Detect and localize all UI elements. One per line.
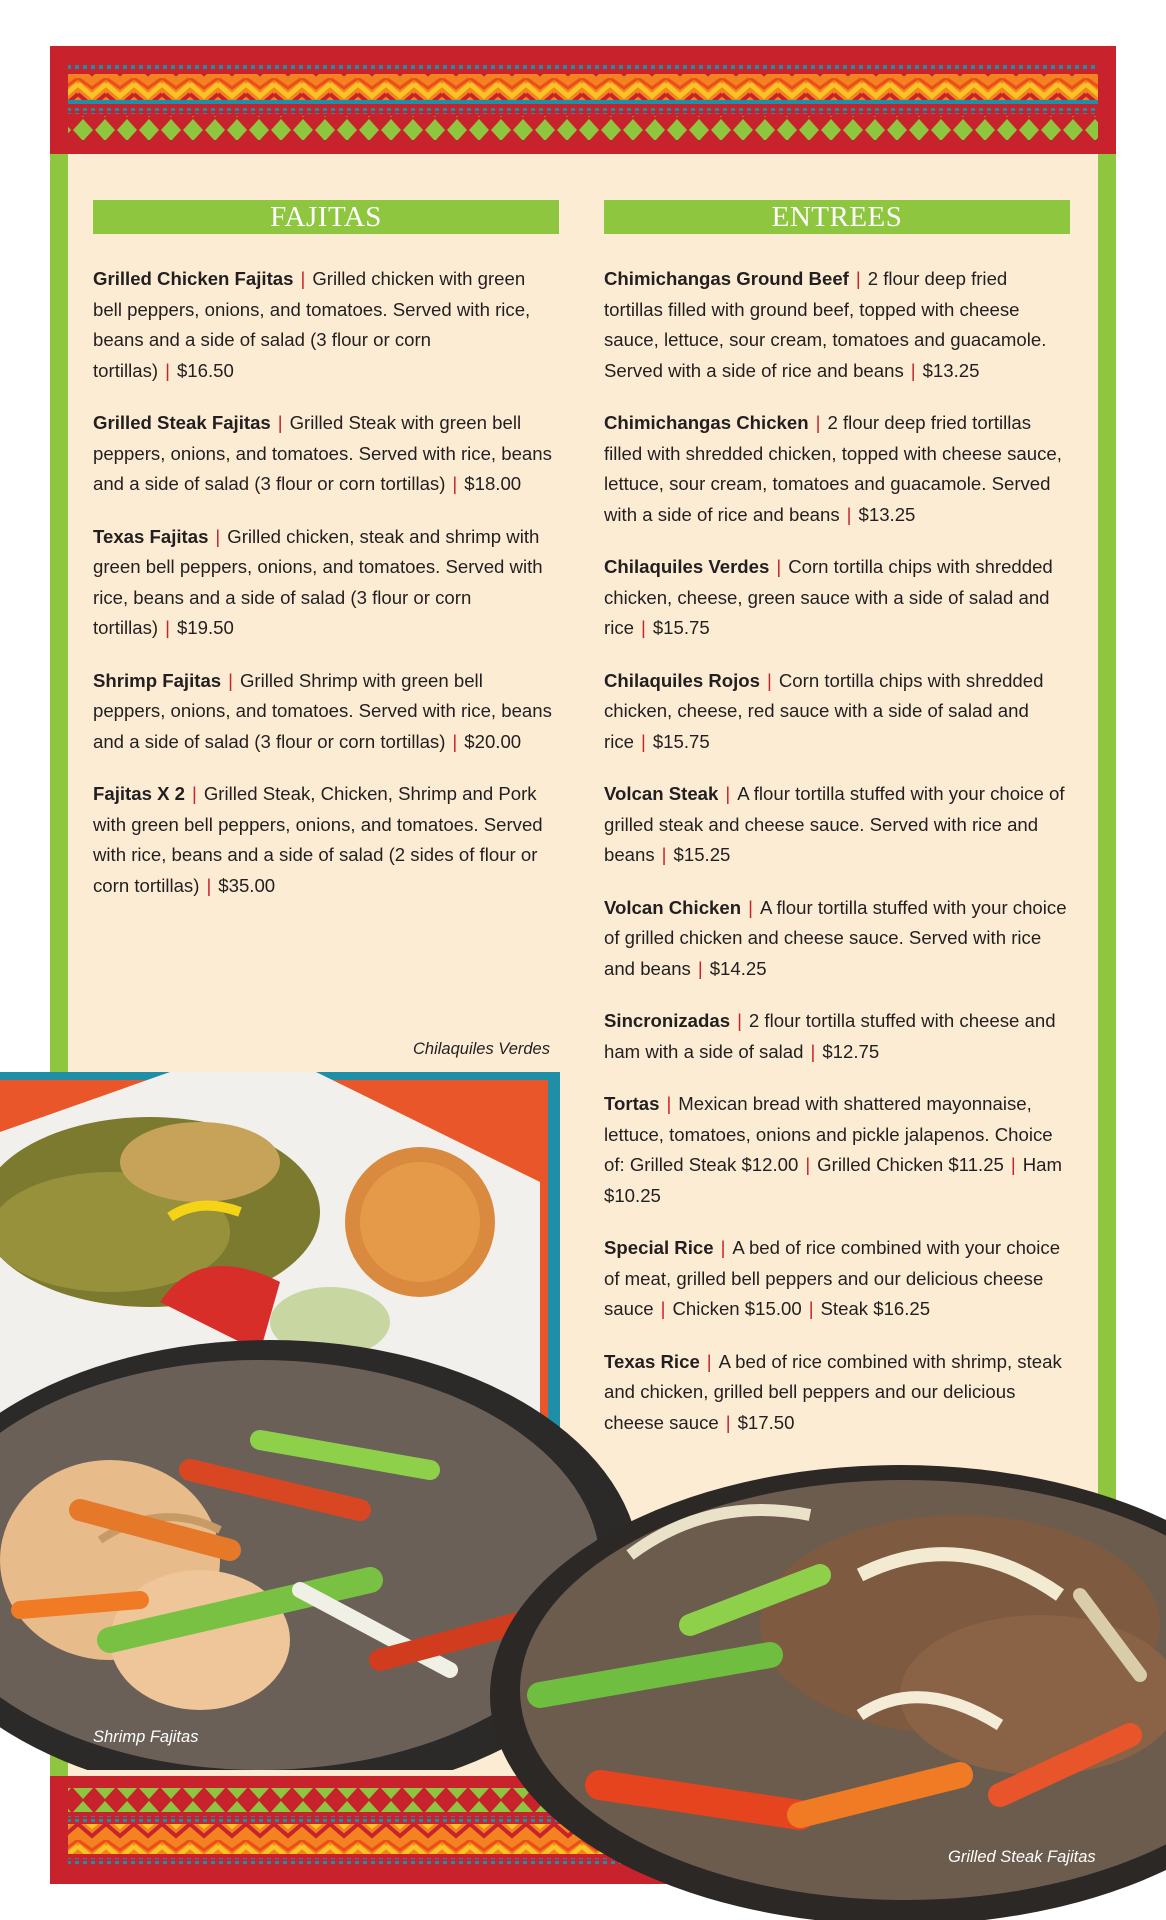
menu-item [604, 1347, 1070, 1439]
item-name: Chilaquiles Verdes [604, 556, 770, 577]
item-price: $13.25 [858, 503, 916, 525]
item-description: A bed of rice combined with your choice of meat, grilled bell peppers and our delicious cheese sauce [604, 1237, 1061, 1319]
item-name: Shrimp Fajitas [93, 669, 222, 691]
item-name: Tortas [604, 1093, 660, 1114]
separator-bar: | [808, 1298, 814, 1319]
separator-bar: | [748, 896, 753, 918]
item-price: $17.50 [737, 1411, 795, 1433]
item-description: 2 flour tortilla stuffed with cheese and ham with a side of salad [604, 1010, 1056, 1062]
item-description: 2 flour deep fried tortillas filled with shredded chicken, topped with cheese sauce, lettuce, sour cream, tomatoes and guacamole. Served with a side of rice and beans [604, 412, 1062, 525]
separator-bar: | [706, 1350, 712, 1372]
menu-item [604, 666, 1070, 758]
menu-item [93, 666, 559, 758]
menu-item [604, 264, 1070, 386]
menu-item [93, 779, 559, 901]
menu-item [604, 779, 1070, 871]
separator-bar: | [277, 412, 283, 433]
separator-bar: | [697, 957, 703, 979]
menu-item [604, 1233, 1070, 1325]
item-name: Chimichangas Ground Beef [604, 268, 849, 289]
separator-bar: | [776, 556, 782, 577]
item-price: Grilled Chicken $11.25 [817, 1154, 1004, 1175]
item-description: Grilled Steak with green bell peppers, onions, and tomatoes. Served with rice, beans and a side of salad (3 flour or corn tortillas) [93, 412, 552, 494]
item-name: Grilled Chicken Fajitas [93, 268, 294, 289]
item-price: Steak $16.25 [820, 1298, 931, 1319]
item-price: $20.00 [464, 730, 522, 752]
separator-bar: | [640, 617, 646, 638]
separator-bar: | [660, 1298, 666, 1319]
separator-bar: | [725, 1411, 731, 1433]
separator-bar: | [720, 1237, 726, 1258]
separator-bar: | [640, 730, 646, 752]
top-pattern-band [50, 46, 1116, 154]
separator-bar: | [737, 1010, 742, 1031]
item-description: A bed of rice combined with shrimp, steak and chicken, grilled bell peppers and our delicious cheese sauce [604, 1350, 1062, 1433]
menu-item [604, 1089, 1070, 1211]
separator-bar: | [855, 268, 861, 289]
item-name: Volcan Chicken [604, 896, 742, 918]
item-name: Chilaquiles Rojos [604, 669, 761, 691]
separator-bar: | [165, 359, 170, 381]
menu-item [604, 893, 1070, 985]
entrees-column [604, 200, 1070, 1460]
item-name: Grilled Steak Fajitas [93, 412, 271, 433]
item-description: 2 flour deep fried tortillas filled with ground beef, topped with cheese sauce, lettuce, sour cream, tomatoes and guacamole. Served with a side of rice and beans [604, 268, 1047, 381]
separator-bar: | [452, 473, 458, 494]
item-price: $18.00 [464, 473, 522, 494]
separator-bar: | [767, 669, 772, 691]
separator-bar: | [725, 783, 731, 804]
item-name: Sincronizadas [604, 1010, 731, 1031]
item-price: $15.75 [652, 617, 710, 638]
item-name: Texas Fajitas [93, 525, 209, 547]
fajitas-heading: FAJITAS [93, 200, 559, 234]
item-price: $19.50 [176, 617, 234, 638]
item-price: Ham $10.25 [604, 1154, 1063, 1206]
item-description: Grilled Shrimp with green bell peppers, onions, and tomatoes. Served with rice, beans and a side of salad (3 flour or corn tortillas) [93, 669, 552, 752]
entrees-heading: ENTREES [604, 200, 1070, 234]
separator-bar: | [228, 669, 233, 691]
separator-bar: | [206, 874, 212, 896]
item-description: Grilled chicken, steak and shrimp with green bell peppers, onions, and tomatoes. Served with rice, beans and a side of salad (3 flour or corn tortillas) [93, 525, 543, 638]
item-description: A flour tortilla stuffed with your choice of grilled steak and cheese sauce. Served with rice and beans [604, 783, 1065, 865]
item-description: A flour tortilla stuffed with your choice of grilled chicken and cheese sauce. Served with rice and beans [604, 896, 1067, 979]
item-price: $12.75 [822, 1040, 880, 1062]
item-description: Corn tortilla chips with shredded chicken, cheese, red sauce with a side of salad and rice [604, 669, 1044, 752]
item-price: $35.00 [218, 874, 276, 896]
menu-item [604, 552, 1070, 644]
separator-bar: | [910, 359, 916, 381]
item-description: Mexican bread with shattered mayonnaise, lettuce, tomatoes, onions and pickle jalapenos. Choice of: Grilled Steak $12.00 [604, 1093, 1053, 1175]
item-description: Corn tortilla chips with shredded chicken, cheese, green sauce with a side of salad and rice [604, 556, 1053, 638]
item-description: Grilled chicken with green bell peppers, onions, and tomatoes. Served with rice, beans and a side of salad (3 flour or corn tortillas) [93, 268, 531, 381]
fajitas-list [93, 264, 559, 901]
separator-bar: | [846, 503, 852, 525]
item-name: Texas Rice [604, 1350, 700, 1372]
item-price: $13.25 [922, 359, 980, 381]
item-price: $14.25 [709, 957, 767, 979]
menu-item [93, 408, 559, 500]
item-description: Grilled Steak, Chicken, Shrimp and Pork with green bell peppers, onions, and tomatoes. Served with rice, beans and a side of salad (2 sides of flour or corn tortillas) [93, 783, 543, 896]
menu-item [93, 522, 559, 644]
item-name: Fajitas X 2 [93, 783, 185, 804]
chilaquiles-caption: Chilaquiles Verdes [413, 1040, 550, 1058]
separator-bar: | [810, 1040, 816, 1062]
fajitas-column [93, 200, 559, 923]
menu-item [93, 264, 559, 386]
item-price: $16.50 [176, 359, 234, 381]
entrees-list [604, 264, 1070, 1438]
menu-item [604, 408, 1070, 530]
separator-bar: | [215, 525, 221, 547]
shrimp-fajitas-caption: Shrimp Fajitas [93, 1728, 199, 1746]
separator-bar: | [815, 412, 821, 433]
separator-bar: | [1010, 1154, 1016, 1175]
item-name: Special Rice [604, 1237, 714, 1258]
separator-bar: | [805, 1154, 811, 1175]
item-price: $15.75 [652, 730, 710, 752]
steak-fajitas-caption: Grilled Steak Fajitas [948, 1848, 1096, 1866]
separator-bar: | [300, 268, 306, 289]
separator-bar: | [666, 1093, 672, 1114]
separator-bar: | [452, 730, 458, 752]
item-name: Volcan Steak [604, 783, 719, 804]
separator-bar: | [191, 783, 197, 804]
item-price: $15.25 [673, 844, 731, 865]
separator-bar: | [165, 617, 170, 638]
item-name: Chimichangas Chicken [604, 412, 809, 433]
menu-item [604, 1006, 1070, 1067]
separator-bar: | [661, 844, 667, 865]
item-price: Chicken $15.00 [672, 1298, 802, 1319]
